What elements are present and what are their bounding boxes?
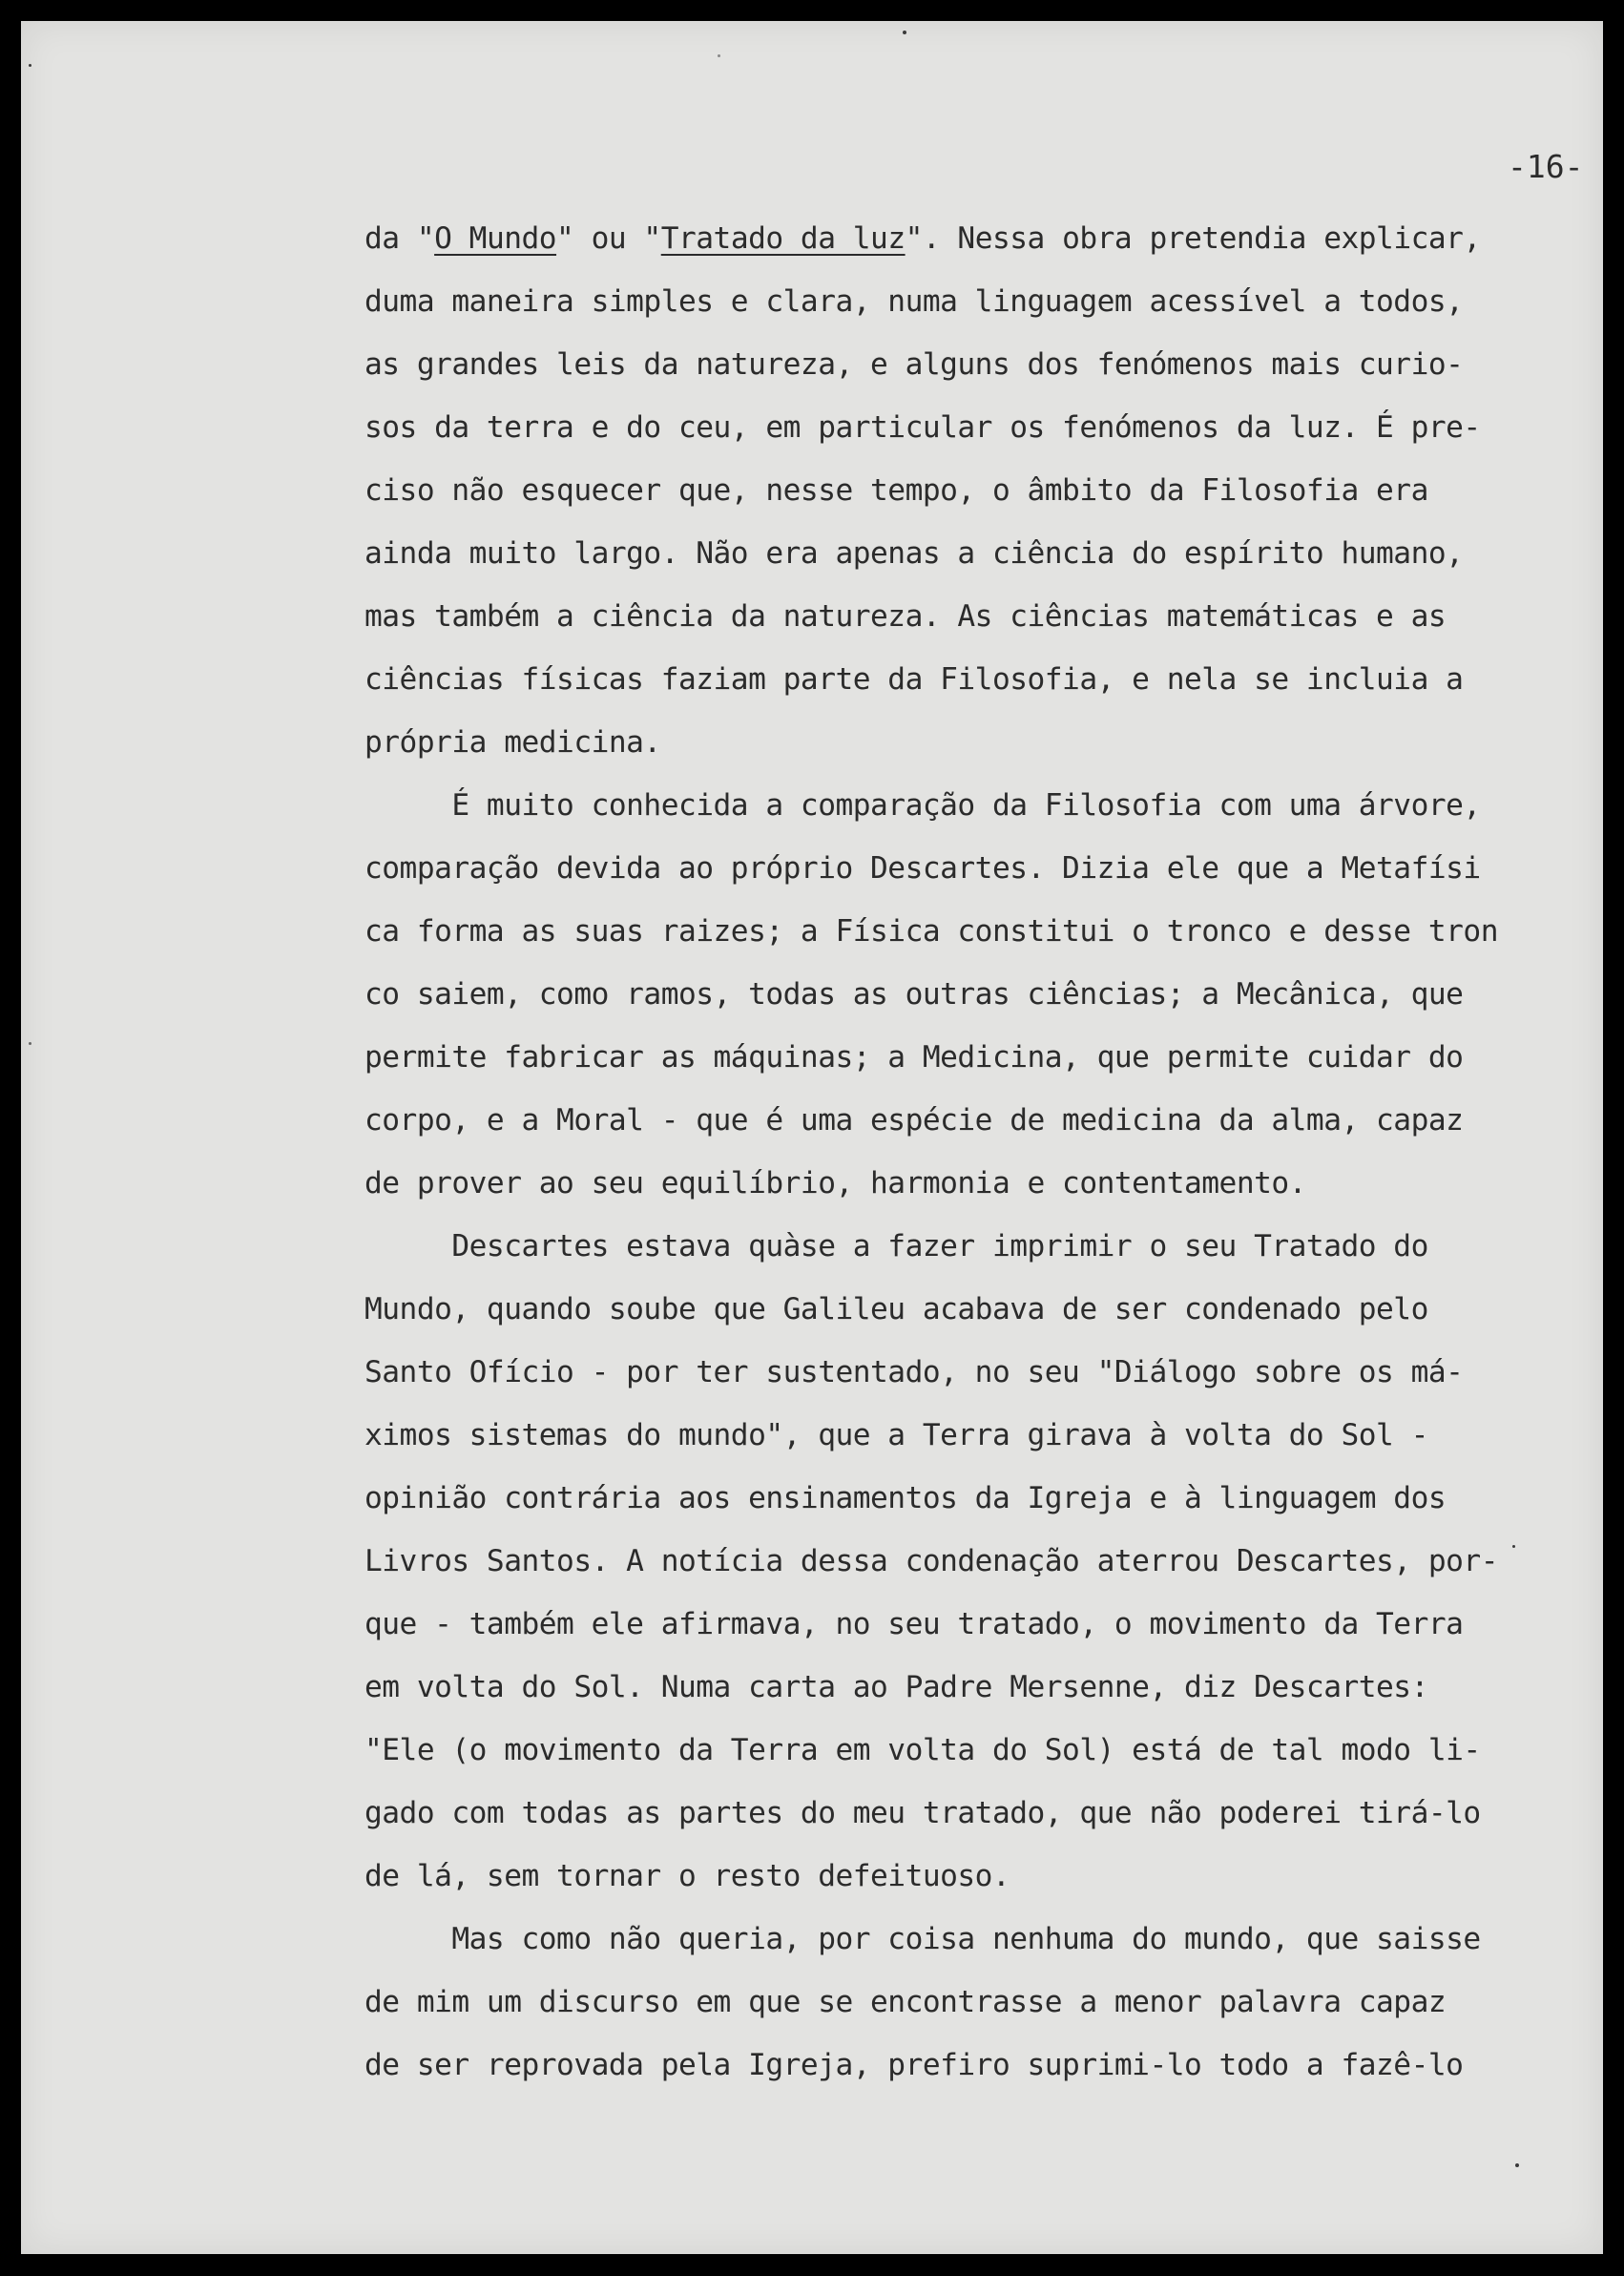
text-line: duma maneira simples e clara, numa linguagem acessível a todos,	[364, 284, 1464, 319]
text-fragment: da "	[364, 221, 435, 256]
paper-speck	[903, 31, 906, 34]
paper-speck	[29, 64, 31, 67]
text-line: de ser reprovada pela Igreja, prefiro suprimi-lo todo a fazê-lo	[364, 2048, 1464, 2082]
text-line: corpo, e a Moral - que é uma espécie de medicina da alma, capaz	[364, 1103, 1464, 1138]
text-line: permite fabricar as máquinas; a Medicina, que permite cuidar do	[364, 1040, 1464, 1075]
text-line: ca forma as suas raizes; a Física constitui o tronco e desse tron	[364, 914, 1498, 949]
text-line: de mim um discurso em que se encontrasse a menor palavra capaz	[364, 1985, 1447, 2019]
underlined-title: Tratado da luz	[660, 221, 906, 256]
text-line: ciências físicas faziam parte da Filosofia, e nela se incluia a	[364, 662, 1464, 697]
text-line: ainda muito largo. Não era apenas a ciência do espírito humano,	[364, 536, 1464, 571]
paper-speck	[1515, 2163, 1519, 2167]
text-line: Santo Ofício - por ter sustentado, no seu "Diálogo sobre os má-	[364, 1355, 1464, 1389]
text-line: de prover ao seu equilíbrio, harmonia e contentamento.	[364, 1166, 1306, 1201]
text-line: Descartes estava quàse a fazer imprimir o seu Tratado do	[364, 1229, 1428, 1263]
text-line: comparação devida ao próprio Descartes. Dizia ele que a Metafísi	[364, 851, 1481, 886]
text-fragment: " ou "	[556, 221, 661, 256]
text-line	[364, 207, 1603, 270]
text-line: sos da terra e do ceu, em particular os fenómenos da luz. É pre-	[364, 410, 1481, 445]
text-line: em volta do Sol. Numa carta ao Padre Mersenne, diz Descartes:	[364, 1670, 1428, 1704]
text-line: opinião contrária aos ensinamentos da Igreja e à linguagem dos	[364, 1481, 1447, 1515]
text-line: gado com todas as partes do meu tratado, que não poderei tirá-lo	[364, 1796, 1481, 1830]
document-page	[21, 21, 1603, 2254]
text-line: ximos sistemas do mundo", que a Terra girava à volta do Sol -	[364, 1418, 1428, 1452]
text-line: as grandes leis da natureza, e alguns dos fenómenos mais curio-	[364, 347, 1464, 382]
paper-speck	[718, 54, 720, 57]
underlined-title: O Mundo	[434, 221, 557, 256]
text-fragment: ". Nessa obra pretendia explicar,	[905, 221, 1481, 256]
text-line: É muito conhecida a comparação da Filosofia com uma árvore,	[364, 788, 1481, 823]
text-line: Mundo, quando soube que Galileu acabava de ser condenado pelo	[364, 1292, 1428, 1326]
paper-speck	[1512, 1545, 1515, 1548]
page-number: -16-	[1508, 148, 1584, 185]
text-line: que - também ele afirmava, no seu tratado, o movimento da Terra	[364, 1607, 1464, 1641]
text-line: Mas como não queria, por coisa nenhuma do mundo, que saisse	[364, 1922, 1481, 1956]
text-line: "Ele (o movimento da Terra em volta do Sol) está de tal modo li-	[364, 1733, 1481, 1767]
text-line: de lá, sem tornar o resto defeituoso.	[364, 1859, 1010, 1893]
text-line: ciso não esquecer que, nesse tempo, o âmbito da Filosofia era	[364, 473, 1428, 508]
body-text	[364, 207, 1603, 2097]
text-line: própria medicina.	[364, 725, 661, 760]
paper-speck	[29, 1042, 31, 1045]
text-line: co saiem, como ramos, todas as outras ciências; a Mecânica, que	[364, 977, 1464, 1012]
text-line: mas também a ciência da natureza. As ciências matemáticas e as	[364, 599, 1447, 634]
text-line: Livros Santos. A notícia dessa condenação aterrou Descartes, por-	[364, 1544, 1498, 1578]
